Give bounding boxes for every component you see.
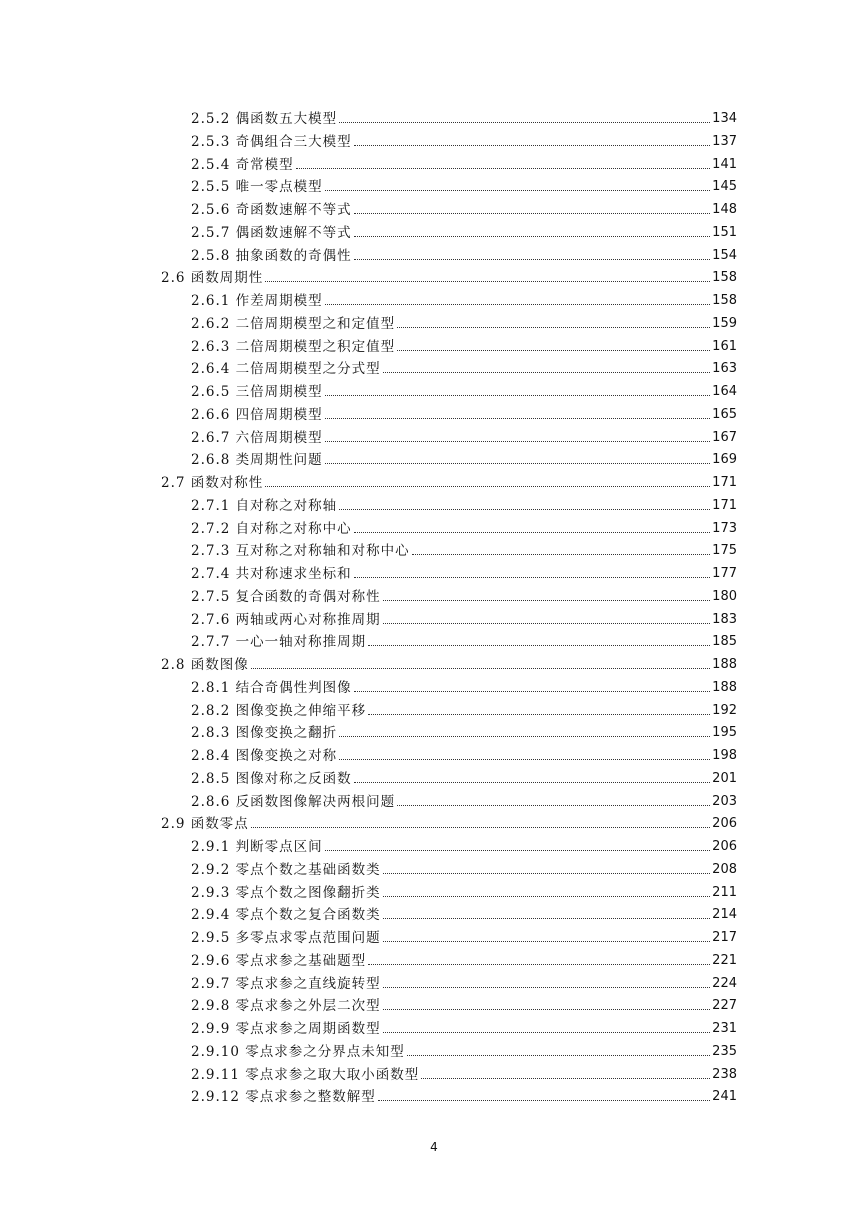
toc-entry[interactable] (191, 173, 737, 195)
toc-entry-title: 2.8.3 图像变换之翻折 (191, 725, 338, 742)
toc-entry-page: 167 (712, 429, 737, 445)
toc-dot-leader (265, 281, 710, 282)
toc-dot-leader (339, 122, 710, 123)
toc-entry-title: 2.5.8 抽象函数的奇偶性 (191, 247, 352, 264)
toc-entry-page: 165 (712, 406, 737, 422)
toc-entry-title: 2.9.11 零点求参之取大取小函数型 (191, 1066, 420, 1083)
toc-entry[interactable] (191, 719, 737, 741)
toc-entry[interactable] (161, 469, 737, 491)
toc-entry-title: 2.5.6 奇函数速解不等式 (191, 202, 352, 218)
toc-entry-title: 2.9.10 零点求参之分界点未知型 (191, 1043, 405, 1060)
toc-entry[interactable] (191, 515, 737, 537)
toc-entry-page: 171 (712, 497, 737, 513)
toc-entry[interactable] (191, 105, 737, 127)
toc-entry-page: 158 (712, 270, 737, 286)
toc-entry-title: 2.7.6 两轴或两心对称推周期 (191, 611, 381, 628)
toc-entry-page: 206 (712, 839, 737, 854)
toc-entry[interactable] (161, 264, 737, 286)
toc-dot-leader (339, 736, 710, 737)
toc-dot-leader (354, 532, 711, 533)
toc-entry[interactable] (191, 219, 737, 241)
toc-entry[interactable] (191, 742, 737, 764)
toc-entry-title: 2.9.1 判断零点区间 (191, 839, 323, 855)
toc-entry[interactable] (191, 446, 737, 468)
toc-entry-page: 163 (712, 361, 737, 377)
toc-dot-leader (383, 623, 711, 624)
toc-entry[interactable] (191, 765, 737, 787)
toc-entry-title: 2.8.5 图像对称之反函数 (191, 770, 352, 787)
toc-entry[interactable] (161, 651, 737, 673)
toc-entry-title: 2.9.4 零点个数之复合函数类 (191, 907, 381, 924)
toc-dot-leader (354, 259, 711, 260)
toc-dot-leader (251, 827, 710, 828)
toc-dot-leader (368, 714, 710, 715)
toc-entry-page: 235 (712, 1043, 737, 1059)
toc-entry-title: 2.5.2 偶函数五大模型 (191, 111, 338, 127)
toc-entry-page: 211 (712, 884, 737, 900)
toc-entry-title: 2.8 函数图像 (161, 657, 249, 673)
toc-entry[interactable] (191, 151, 737, 173)
toc-entry-title: 2.6.5 三倍周期模型 (191, 384, 323, 400)
toc-entry-title: 2.7.5 复合函数的奇偶对称性 (191, 588, 381, 605)
toc-entry-page: 206 (712, 816, 737, 832)
toc-dot-leader (354, 691, 711, 692)
toc-entry-title: 2.6.1 作差周期模型 (191, 293, 323, 309)
toc-entry-page: 158 (712, 293, 737, 308)
toc-entry-page: 164 (712, 384, 737, 399)
toc-entry-title: 2.6.8 类周期性问题 (191, 452, 323, 469)
toc-entry[interactable] (191, 401, 737, 423)
toc-entry-page: 169 (712, 452, 737, 468)
toc-entry-page: 148 (712, 202, 737, 217)
toc-dot-leader (383, 372, 711, 373)
toc-entry[interactable] (191, 1061, 737, 1083)
toc-entry-page: 208 (712, 861, 737, 877)
toc-dot-leader (383, 873, 711, 874)
toc-dot-leader (251, 668, 710, 669)
toc-dot-leader (354, 145, 711, 146)
toc-entry-title: 2.9 函数零点 (161, 816, 249, 833)
toc-entry[interactable] (191, 833, 737, 855)
toc-dot-leader (325, 190, 711, 191)
toc-dot-leader (368, 964, 710, 965)
toc-dot-leader (325, 395, 711, 396)
toc-dot-leader (325, 850, 711, 851)
toc-entry-title: 2.9.6 零点求参之基础题型 (191, 952, 367, 969)
toc-entry-title: 2.9.2 零点个数之基础函数类 (191, 861, 381, 878)
toc-entry[interactable] (191, 879, 737, 901)
toc-dot-leader (265, 486, 710, 487)
toc-entry-title: 2.9.3 零点个数之图像翻折类 (191, 884, 381, 901)
toc-entry-title: 2.7.3 互对称之对称轴和对称中心 (191, 543, 410, 560)
toc-entry[interactable] (191, 992, 737, 1014)
toc-entry-page: 241 (712, 1089, 737, 1105)
toc-dot-leader (339, 759, 710, 760)
toc-entry[interactable] (191, 947, 737, 969)
toc-entry[interactable] (191, 424, 737, 446)
toc-entry[interactable] (191, 1038, 737, 1060)
toc-entry-title: 2.6.6 四倍周期模型 (191, 406, 323, 423)
toc-entry[interactable] (191, 924, 737, 946)
toc-entry[interactable] (191, 492, 737, 514)
toc-dot-leader (354, 577, 711, 578)
toc-entry-title: 2.5.7 偶函数速解不等式 (191, 224, 352, 241)
toc-entry-page: 154 (712, 247, 737, 263)
toc-entry[interactable] (191, 378, 737, 400)
toc-entry-page: 203 (712, 793, 737, 809)
toc-entry-page: 134 (712, 111, 737, 126)
toc-dot-leader (368, 645, 710, 646)
toc-dot-leader (397, 805, 710, 806)
toc-entry-page: 141 (712, 156, 737, 172)
toc-entry[interactable] (191, 333, 737, 355)
toc-entry[interactable] (191, 970, 737, 992)
toc-entry-title: 2.8.6 反函数图像解决两根问题 (191, 793, 396, 810)
toc-entry-title: 2.8.1 结合奇偶性判图像 (191, 679, 352, 696)
toc-entry-title: 2.7 函数对称性 (161, 475, 264, 491)
toc-entry[interactable] (191, 355, 737, 377)
toc-entry-title: 2.7.4 共对称速求坐标和 (191, 566, 352, 582)
toc-entry-title: 2.9.12 零点求参之整数解型 (191, 1089, 376, 1106)
toc-entry-title: 2.9.5 多零点求零点范围问题 (191, 930, 381, 946)
toc-dot-leader (378, 1100, 710, 1101)
toc-dot-leader (354, 236, 711, 237)
toc-entry-page: 221 (712, 952, 737, 968)
toc-entry-page: 192 (712, 702, 737, 718)
toc-entry[interactable] (191, 128, 737, 150)
toc-dot-leader (325, 304, 711, 305)
toc-dot-leader (412, 554, 711, 555)
toc-entry-title: 2.7.1 自对称之对称轴 (191, 497, 338, 514)
toc-dot-leader (354, 213, 711, 214)
toc-entry-title: 2.9.7 零点求参之直线旋转型 (191, 975, 381, 992)
toc-entry-title: 2.6.3 二倍周期模型之积定值型 (191, 338, 396, 355)
toc-dot-leader (383, 896, 711, 897)
toc-entry-page: 171 (712, 475, 737, 490)
toc-dot-leader (325, 463, 711, 464)
toc-entry-title: 2.8.2 图像变换之伸缩平移 (191, 702, 367, 719)
toc-dot-leader (383, 1032, 711, 1033)
toc-entry[interactable] (191, 901, 737, 923)
toc-entry-page: 188 (712, 657, 737, 672)
toc-entry-title: 2.6.4 二倍周期模型之分式型 (191, 361, 381, 378)
toc-entry-title: 2.7.7 一心一轴对称推周期 (191, 634, 367, 651)
toc-entry-page: 214 (712, 907, 737, 923)
toc-entry-title: 2.6.2 二倍周期模型之和定值型 (191, 315, 396, 332)
toc-dot-leader (407, 1055, 710, 1056)
toc-entry-page: 195 (712, 725, 737, 741)
toc-entry[interactable] (191, 287, 737, 309)
toc-entry-page: 180 (712, 588, 737, 604)
toc-entry-page: 175 (712, 543, 737, 559)
toc-entry[interactable] (191, 560, 737, 582)
toc-entry-page: 173 (712, 520, 737, 536)
toc-dot-leader (325, 418, 711, 419)
toc-entry-page: 227 (712, 998, 737, 1014)
toc-entry[interactable] (191, 674, 737, 696)
toc-entry-title: 2.6 函数周期性 (161, 270, 264, 287)
toc-entry-page: 238 (712, 1066, 737, 1082)
page-number: 4 (430, 1140, 438, 1154)
toc-dot-leader (383, 987, 711, 988)
toc-entry-page: 201 (712, 770, 737, 786)
toc-entry-title: 2.5.5 唯一零点模型 (191, 179, 323, 196)
toc-entry[interactable] (191, 628, 737, 650)
toc-entry[interactable] (161, 810, 737, 832)
toc-dot-leader (339, 509, 710, 510)
toc-entry[interactable] (191, 537, 737, 559)
toc-entry-title: 2.7.2 自对称之对称中心 (191, 520, 352, 537)
toc-entry[interactable] (191, 606, 737, 628)
toc-entry-title: 2.6.7 六倍周期模型 (191, 429, 323, 446)
toc-dot-leader (397, 350, 710, 351)
toc-entry-page: 188 (712, 679, 737, 695)
toc-entry-page: 183 (712, 611, 737, 627)
toc-entry[interactable] (191, 856, 737, 878)
toc-dot-leader (397, 327, 710, 328)
toc-dot-leader (383, 918, 711, 919)
toc-entry[interactable] (191, 583, 737, 605)
toc-entry[interactable] (191, 1083, 737, 1105)
toc-entry-title: 2.5.4 奇常模型 (191, 156, 294, 173)
toc-dot-leader (296, 168, 711, 169)
toc-entry-title: 2.5.3 奇偶组合三大模型 (191, 133, 352, 150)
toc-entry-page: 224 (712, 975, 737, 991)
toc-entry-title: 2.9.9 零点求参之周期函数型 (191, 1021, 381, 1037)
toc-entry-title: 2.8.4 图像变换之对称 (191, 748, 338, 764)
toc-entry[interactable] (191, 310, 737, 332)
toc-entry-page: 159 (712, 315, 737, 331)
toc-entry-page: 145 (712, 179, 737, 195)
toc-entry-page: 185 (712, 634, 737, 650)
toc-dot-leader (421, 1078, 710, 1079)
toc-entry-page: 217 (712, 930, 737, 945)
toc-entry-page: 198 (712, 748, 737, 763)
toc-entry-page: 231 (712, 1021, 737, 1036)
toc-dot-leader (383, 1009, 711, 1010)
toc-entry[interactable] (191, 196, 737, 218)
toc-dot-leader (325, 441, 711, 442)
toc-entry-title: 2.9.8 零点求参之外层二次型 (191, 998, 381, 1015)
toc-entry[interactable] (191, 788, 737, 810)
toc-dot-leader (383, 941, 711, 942)
toc-entry-page: 177 (712, 566, 737, 581)
toc-entry-page: 137 (712, 133, 737, 149)
toc-entry-page: 161 (712, 338, 737, 354)
toc-entry[interactable] (191, 697, 737, 719)
toc-dot-leader (354, 782, 711, 783)
toc-entry-page: 151 (712, 224, 737, 240)
toc-entry[interactable] (191, 1015, 737, 1037)
toc-dot-leader (383, 600, 711, 601)
toc-entry[interactable] (191, 242, 737, 264)
